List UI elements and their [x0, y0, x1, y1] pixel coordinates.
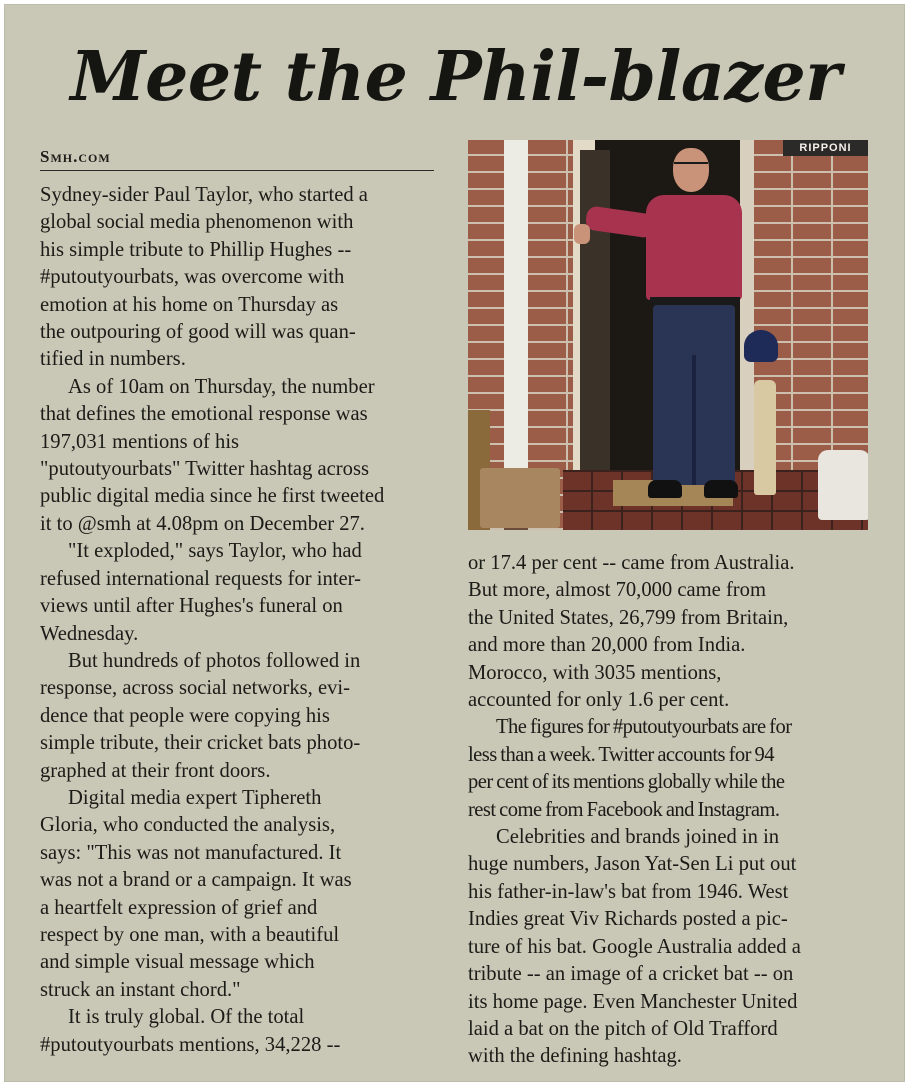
man-head: [673, 148, 709, 192]
wooden-stool: [480, 468, 560, 528]
text-line: "It exploded," says Taylor, who had: [68, 540, 362, 563]
man-shirt: [646, 195, 742, 300]
article-column-left: [40, 182, 440, 1059]
text-line: struck an instant chord.": [40, 978, 241, 1001]
text-line: respect by one man, with a beautiful: [40, 923, 340, 946]
text-line: Morocco, with 3035 mentions,: [468, 661, 722, 684]
text-line: global social media phenomenon with: [40, 211, 354, 234]
text-line: the outpouring of good will was quan-: [40, 321, 356, 344]
text-line: the United States, 26,799 from Britain,: [468, 606, 789, 629]
door-frame-right: [740, 140, 754, 490]
text-line: per cent of its mentions globally while the: [468, 771, 785, 794]
text-line: says: "This was not manufactured. It: [40, 841, 342, 864]
text-line: accounted for only 1.6 per cent.: [468, 689, 730, 712]
text-line: But hundreds of photos followed in: [68, 649, 361, 672]
text-line: and simple visual message which: [40, 951, 315, 974]
text-line: As of 10am on Thursday, the number: [68, 375, 375, 398]
text-line: laid a bat on the pitch of Old Trafford: [468, 1017, 778, 1040]
text-line: graphed at their front doors.: [40, 759, 271, 782]
text-line: tified in numbers.: [40, 348, 186, 371]
text-line: and more than 20,000 from India.: [468, 634, 746, 657]
article-column-right: [468, 550, 873, 1071]
man-belt: [650, 297, 740, 305]
text-line: "putoutyourbats" Twitter hashtag across: [40, 458, 369, 481]
text-line: views until after Hughes's funeral on: [40, 595, 343, 618]
text-line: simple tribute, their cricket bats photo-: [40, 732, 361, 755]
text-line: Indies great Viv Richards posted a pic-: [468, 908, 788, 931]
text-line: rest come from Facebook and Instagram.: [468, 798, 780, 821]
text-line: or 17.4 per cent -- came from Australia.: [468, 552, 795, 574]
white-planter: [818, 450, 868, 520]
text-line: Celebrities and brands joined in in: [496, 826, 780, 849]
text-line: dence that people were copying his: [40, 704, 330, 727]
text-line: 197,031 mentions of his: [40, 430, 240, 453]
text-line: huge numbers, Jason Yat-Sen Li put out: [468, 853, 797, 876]
text-line: refused international requests for inter-: [40, 567, 361, 590]
glasses-icon: [674, 162, 708, 170]
text-line: Gloria, who conducted the analysis,: [40, 814, 336, 837]
white-pillar: [504, 140, 528, 480]
text-line: It is truly global. Of the total: [68, 1006, 305, 1029]
man-hand: [574, 224, 590, 244]
open-door: [580, 150, 610, 490]
text-line: #putoutyourbats, was overcome with: [40, 266, 345, 289]
headline: Meet the Phil-blazer: [70, 37, 841, 117]
text-line: public digital media since he first tweeted: [40, 485, 385, 508]
article-photo: [468, 140, 868, 530]
byline-rule: [40, 170, 434, 171]
text-line: a heartfelt expression of grief and: [40, 896, 318, 919]
text-line: response, across social networks, evi-: [40, 677, 350, 700]
shoe-right: [704, 480, 738, 498]
text-line: was not a brand or a campaign. It was: [40, 869, 352, 892]
text-line: his simple tribute to Phillip Hughes --: [40, 238, 352, 261]
cricket-cap: [744, 330, 778, 362]
text-line: Digital media expert Tiphereth: [68, 786, 322, 809]
text-line: tribute -- an image of a cricket bat -- on: [468, 963, 794, 986]
text-line: his father-in-law's bat from 1946. West: [468, 880, 789, 903]
text-line: it to @smh at 4.08pm on December 27.: [40, 512, 365, 535]
text-line: The figures for #putoutyourbats are for: [496, 716, 792, 739]
text-line: emotion at his home on Thursday as: [40, 293, 339, 316]
text-line: But more, almost 70,000 came from: [468, 579, 766, 602]
text-line: #putoutyourbats mentions, 34,228 --: [40, 1033, 341, 1056]
source-byline: Smh.com: [40, 147, 111, 166]
trouser-gap: [692, 355, 696, 485]
text-line: less than a week. Twitter accounts for 94: [468, 743, 775, 766]
newspaper-clipping: [4, 4, 905, 1082]
house-sign: RIPPONI: [783, 140, 868, 156]
text-line: Sydney-sider Paul Taylor, who started a: [40, 184, 368, 206]
text-line: with the defining hashtag.: [468, 1045, 682, 1068]
text-line: Wednesday.: [40, 622, 139, 645]
text-line: that defines the emotional response was: [40, 403, 368, 426]
shoe-left: [648, 480, 682, 498]
text-line: its home page. Even Manchester United: [468, 990, 798, 1013]
text-line: ture of his bat. Google Australia added a: [468, 935, 801, 958]
cricket-bat: [754, 380, 776, 495]
